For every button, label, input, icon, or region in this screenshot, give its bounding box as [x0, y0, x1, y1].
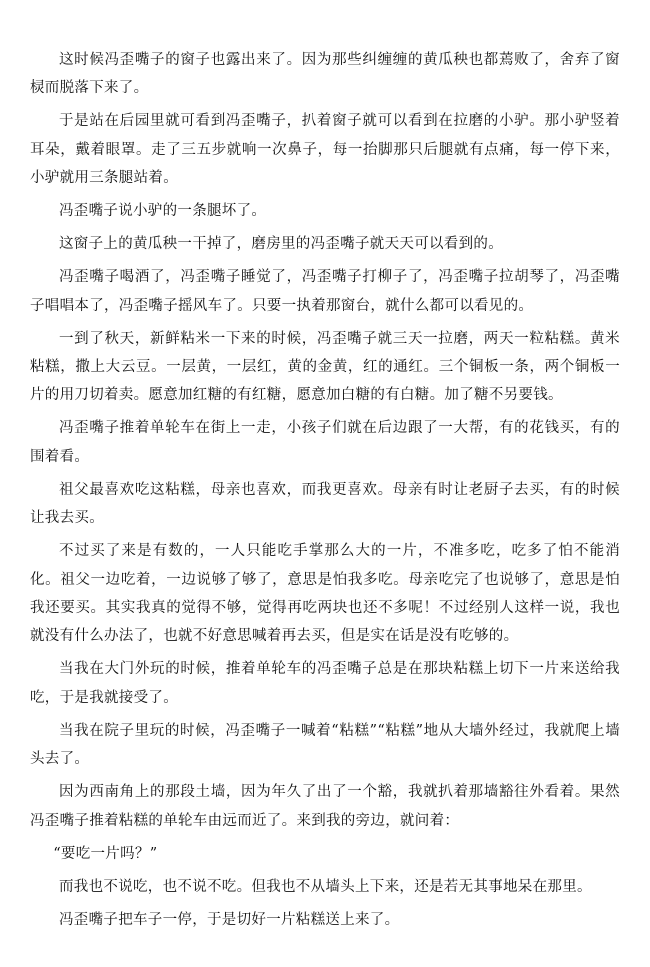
paragraph: 因为西南角上的那段土墙，因为年久了出了一个豁，我就扒着那墙豁往外看着。果然冯歪嘴子推着粘糕的单轮车由远而近了。来到我的旁边，就问着： — [30, 784, 620, 829]
paragraph: 这时候冯歪嘴子的窗子也露出来了。因为那些纠缠缠的黄瓜秧也都蔫败了，舍弃了窗棂而脱落下来了。 — [30, 52, 620, 97]
dialogue-line: “要吃一片吗？” — [53, 845, 158, 862]
paragraph: 而我也不说吃，也不说不吃。但我也不从墙头上下来，还是若无其事地呆在那里。 — [59, 878, 592, 895]
paragraph: 不过买了来是有数的，一人只能吃手掌那么大的一片，不准多吃，吃多了怕不能消化。祖父一边吃着，一边说够了够了，意思是怕我多吃。母亲吃完了也说够了，意思是怕我还要买。其实我真的觉得不够，觉得再吃两块也还不多呢！不过经别人这样一说，我也就没有什么办法了，也就不好意思喊着再去买，但是实在话是没有吃够的。 — [30, 543, 620, 645]
paragraph: 于是站在后园里就可看到冯歪嘴子，扒着窗子就可以看到在拉磨的小驴。那小驴竖着耳朵，戴着眼罩。走了三五步就响一次鼻子，每一抬脚那只后腿就有点痛，每一停下来，小驴就用三条腿站着。 — [30, 113, 620, 187]
paragraph: 当我在院子里玩的时候，冯歪嘴子一喊着“粘糕”“粘糕”地从大墙外经过，我就爬上墙头去了。 — [30, 722, 620, 768]
paragraph: 一到了秋天，新鲜粘米一下来的时候，冯歪嘴子就三天一拉磨，两天一粒粘糕。黄米粘糕，撒上大云豆。一层黄，一层红，黄的金黄，红的通红。三个铜板一条，两个铜板一片的用刀切着卖。愿意加红糖的有红糖，愿意加白糖的有白糖。加了糖不另要钱。 — [30, 330, 620, 404]
paragraph: 冯歪嘴子喝酒了，冯歪嘴子睡觉了，冯歪嘴子打柳子了，冯歪嘴子拉胡琴了，冯歪嘴子唱唱本了，冯歪嘴子摇风车了。只要一执着那窗台，就什么都可以看见的。 — [30, 269, 620, 314]
paragraph: 冯歪嘴子把车子一停，于是切好一片粘糕送上来了。 — [59, 911, 400, 928]
paragraph: 冯歪嘴子推着单轮车在街上一走，小孩子们就在后边跟了一大帮，有的花钱买，有的围着看。 — [30, 420, 620, 465]
paragraph: 冯歪嘴子说小驴的一条腿坏了。 — [59, 203, 267, 220]
paragraph: 这窗子上的黄瓜秧一干掉了，磨房里的冯歪嘴子就天天可以看到的。 — [59, 236, 503, 253]
paragraph: 当我在大门外玩的时候，推着单轮车的冯歪嘴子总是在那块粘糕上切下一片来送给我吃，于是我就接受了。 — [30, 661, 620, 706]
paragraph: 祖父最喜欢吃这粘糕，母亲也喜欢，而我更喜欢。母亲有时让老厨子去买，有的时候让我去买。 — [30, 481, 620, 527]
